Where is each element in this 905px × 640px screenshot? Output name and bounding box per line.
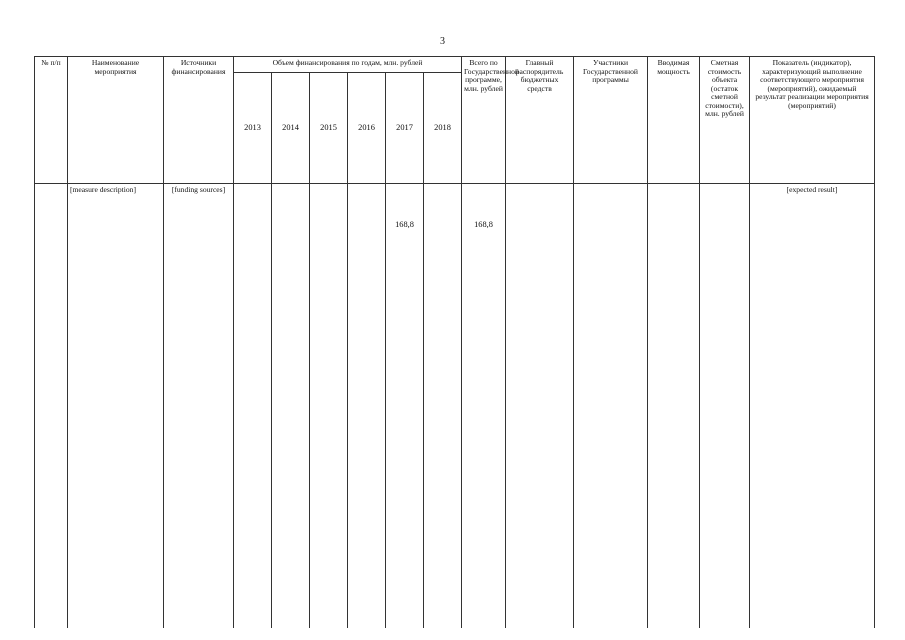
col-num: № п/п xyxy=(35,57,68,184)
cell-name: [measure description] xyxy=(68,184,164,629)
col-chief: Главный распорядитель бюджетных средств xyxy=(506,57,574,184)
year-2014: 2014 xyxy=(272,73,310,184)
year-2013: 2013 xyxy=(234,73,272,184)
col-participants: Участники Государственной программы xyxy=(574,57,648,184)
col-indicator: Показатель (индикатор), характеризующий выполнение соответствующего мероприятия (мероприятий), ожидаемый результат реализации мероприятия (мероприятий) xyxy=(750,57,875,184)
cell-num xyxy=(35,184,68,629)
cell-sources: [funding sources] xyxy=(164,184,234,629)
table-row xyxy=(35,184,875,629)
page-number: 3 xyxy=(440,36,445,47)
cell-2017 xyxy=(386,184,424,629)
col-cost: Сметная стоимость объекта (остаток сметной стоимости), млн. рублей xyxy=(700,57,750,184)
year-2018: 2018 xyxy=(424,73,462,184)
year-2017: 2017 xyxy=(386,73,424,184)
value-2017: 168,8 xyxy=(395,220,414,229)
col-total: Всего по Государственной программе, млн. рублей xyxy=(462,57,506,184)
financing-table xyxy=(34,56,875,628)
year-2015: 2015 xyxy=(310,73,348,184)
cell-total xyxy=(462,184,506,629)
value-total: 168,8 xyxy=(474,220,493,229)
year-2016: 2016 xyxy=(348,73,386,184)
col-financing: Объем финансирования по годам, млн. рублей xyxy=(234,57,462,73)
col-capacity: Вводимая мощность xyxy=(648,57,700,184)
cell-indicator: [expected result] xyxy=(750,184,875,629)
col-sources: Источники финансирования xyxy=(164,57,234,184)
col-name: Наименование мероприятия xyxy=(68,57,164,184)
